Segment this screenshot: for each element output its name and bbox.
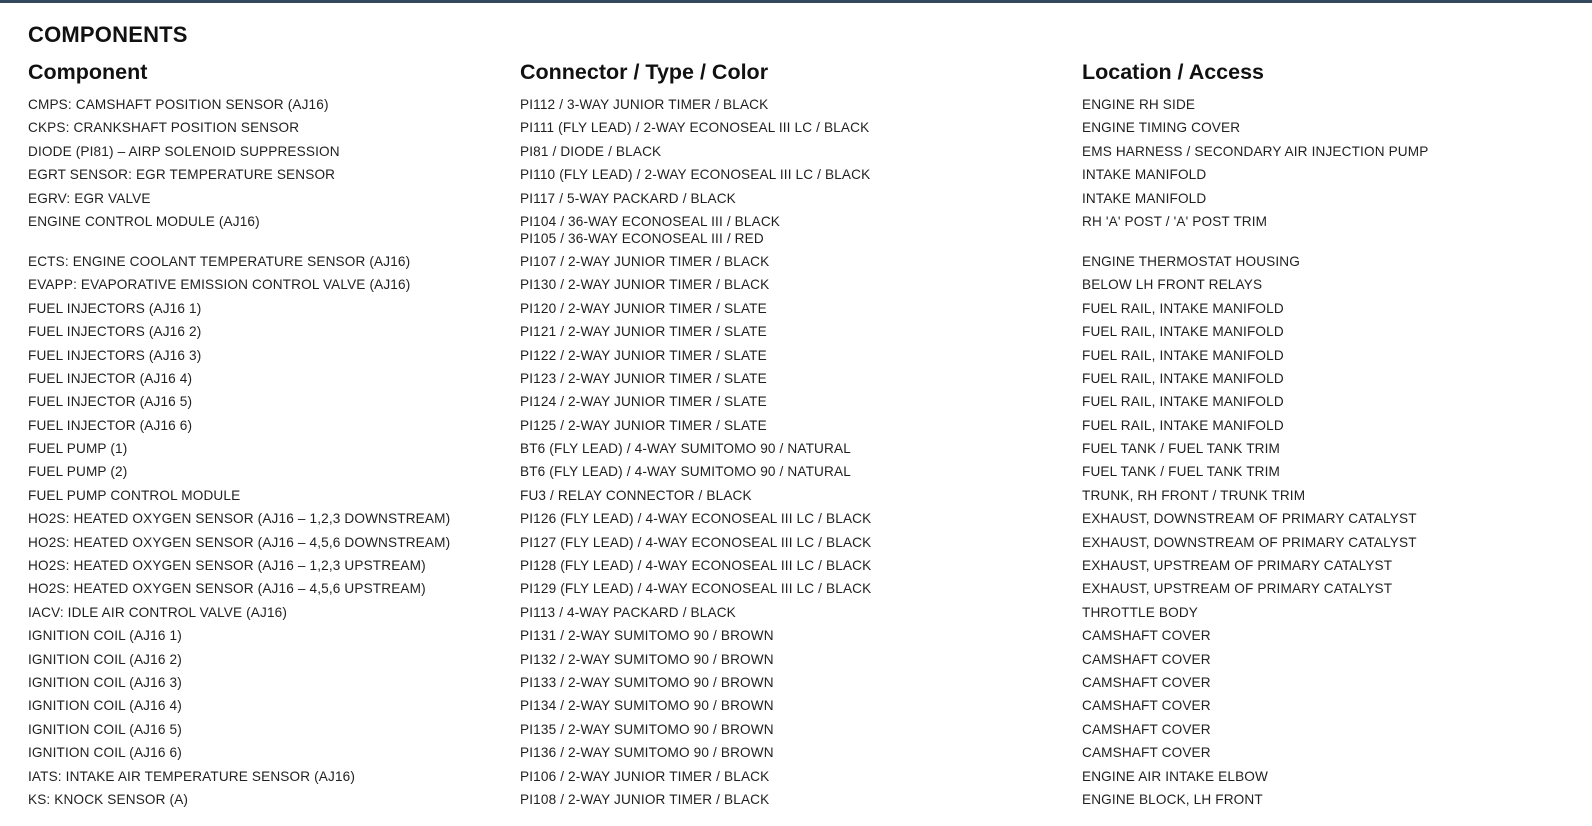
component-cell [28, 93, 508, 116]
connector-cell [520, 390, 1070, 413]
page-title: COMPONENTS [28, 22, 188, 47]
top-border [0, 0, 1592, 3]
connector-cell [520, 187, 1070, 210]
connector-cell [520, 210, 1070, 250]
location-cell-text: EXHAUST, DOWNSTREAM OF PRIMARY CATALYST [1082, 511, 1417, 527]
connector-cell [520, 484, 1070, 507]
connector-cell [520, 694, 1070, 717]
location-cell [1082, 624, 1582, 647]
component-cell [28, 273, 508, 296]
component-cell [28, 250, 508, 273]
component-cell-text: FUEL INJECTOR (AJ16 5) [28, 394, 193, 410]
connector-cell-text: PI108 / 2-WAY JUNIOR TIMER / BLACK [520, 791, 770, 807]
location-cell [1082, 344, 1582, 367]
component-cell [28, 320, 508, 343]
connector-cell [520, 250, 1070, 273]
location-cell [1082, 648, 1582, 671]
component-cell-text: ENGINE CONTROL MODULE (AJ16) [28, 213, 260, 229]
connector-cell [520, 765, 1070, 788]
component-cell [28, 367, 508, 390]
component-cell [28, 390, 508, 413]
connector-cell [520, 140, 1070, 163]
component-cell [28, 210, 508, 250]
location-cell-text: CAMSHAFT COVER [1082, 674, 1211, 690]
component-cell-text: FUEL PUMP (2) [28, 464, 128, 480]
component-cell-text: HO2S: HEATED OXYGEN SENSOR (AJ16 – 1,2,3 DOWNSTREAM) [28, 511, 451, 527]
component-cell [28, 163, 508, 186]
location-cell [1082, 554, 1582, 577]
connector-cell-text: BT6 (FLY LEAD) / 4-WAY SUMITOMO 90 / NATURAL [520, 441, 851, 457]
connector-list [520, 93, 1070, 811]
connector-cell-text: PI134 / 2-WAY SUMITOMO 90 / BROWN [520, 698, 774, 714]
connector-cell [520, 601, 1070, 624]
component-cell-text: IGNITION COIL (AJ16 4) [28, 698, 182, 714]
location-cell [1082, 93, 1582, 116]
connector-cell-text: PI125 / 2-WAY JUNIOR TIMER / SLATE [520, 417, 767, 433]
component-header: Component [28, 60, 148, 84]
location-cell-text: FUEL RAIL, INTAKE MANIFOLD [1082, 347, 1284, 363]
connector-cell-text: PI131 / 2-WAY SUMITOMO 90 / BROWN [520, 628, 774, 644]
connector-cell-text: PI124 / 2-WAY JUNIOR TIMER / SLATE [520, 394, 767, 410]
connector-cell [520, 460, 1070, 483]
location-cell-text: RH 'A' POST / 'A' POST TRIM [1082, 213, 1268, 229]
location-cell [1082, 320, 1582, 343]
connector-cell [520, 554, 1070, 577]
location-cell-text: FUEL TANK / FUEL TANK TRIM [1082, 441, 1281, 457]
component-cell-text: FUEL INJECTOR (AJ16 6) [28, 417, 193, 433]
component-cell-text: FUEL PUMP (1) [28, 441, 128, 457]
location-cell [1082, 210, 1582, 250]
location-cell [1082, 507, 1582, 530]
component-cell [28, 694, 508, 717]
location-cell [1082, 116, 1582, 139]
location-cell [1082, 163, 1582, 186]
location-cell [1082, 250, 1582, 273]
location-cell-text: FUEL RAIL, INTAKE MANIFOLD [1082, 394, 1284, 410]
location-cell-text: EXHAUST, UPSTREAM OF PRIMARY CATALYST [1082, 558, 1393, 574]
location-cell-text: CAMSHAFT COVER [1082, 721, 1211, 737]
location-cell [1082, 601, 1582, 624]
component-cell-text: IGNITION COIL (AJ16 5) [28, 721, 182, 737]
component-cell [28, 437, 508, 460]
location-cell-text: BELOW LH FRONT RELAYS [1082, 277, 1263, 293]
connector-cell-text: PI81 / DIODE / BLACK [520, 143, 662, 159]
connector-cell [520, 320, 1070, 343]
connector-header: Connector / Type / Color [520, 60, 769, 84]
component-cell [28, 624, 508, 647]
connector-cell [520, 297, 1070, 320]
component-cell-text: FUEL INJECTOR (AJ16 4) [28, 370, 193, 386]
location-cell-text: EXHAUST, DOWNSTREAM OF PRIMARY CATALYST [1082, 534, 1417, 550]
component-cell [28, 140, 508, 163]
connector-cell [520, 116, 1070, 139]
location-cell-text: ENGINE TIMING COVER [1082, 120, 1241, 136]
component-cell-text: IATS: INTAKE AIR TEMPERATURE SENSOR (AJ16) [28, 768, 356, 784]
connector-cell-text: PI128 (FLY LEAD) / 4-WAY ECONOSEAL III LC / BLACK [520, 558, 872, 574]
component-cell-text: HO2S: HEATED OXYGEN SENSOR (AJ16 – 4,5,6 DOWNSTREAM) [28, 534, 451, 550]
connector-cell [520, 437, 1070, 460]
connector-cell [520, 624, 1070, 647]
component-cell [28, 648, 508, 671]
connector-cell-text: PI127 (FLY LEAD) / 4-WAY ECONOSEAL III LC / BLACK [520, 534, 872, 550]
component-cell-text: HO2S: HEATED OXYGEN SENSOR (AJ16 – 1,2,3 UPSTREAM) [28, 558, 426, 574]
connector-cell-text: PI133 / 2-WAY SUMITOMO 90 / BROWN [520, 674, 774, 690]
connector-cell [520, 344, 1070, 367]
connector-cell-text: PI132 / 2-WAY SUMITOMO 90 / BROWN [520, 651, 774, 667]
connector-cell [520, 741, 1070, 764]
component-cell-text: FUEL INJECTORS (AJ16 3) [28, 347, 202, 363]
component-cell-text: IGNITION COIL (AJ16 2) [28, 651, 182, 667]
location-cell-text: EMS HARNESS / SECONDARY AIR INJECTION PUMP [1082, 143, 1429, 159]
location-cell-text: CAMSHAFT COVER [1082, 745, 1211, 761]
connector-cell-text: PI130 / 2-WAY JUNIOR TIMER / BLACK [520, 277, 770, 293]
component-cell [28, 344, 508, 367]
component-cell [28, 577, 508, 600]
connector-cell [520, 671, 1070, 694]
location-cell [1082, 140, 1582, 163]
component-cell [28, 507, 508, 530]
component-cell-text: IGNITION COIL (AJ16 1) [28, 628, 182, 644]
connector-cell-text: PI129 (FLY LEAD) / 4-WAY ECONOSEAL III LC / BLACK [520, 581, 872, 597]
location-cell-text: ENGINE BLOCK, LH FRONT [1082, 791, 1263, 807]
location-cell-text: EXHAUST, UPSTREAM OF PRIMARY CATALYST [1082, 581, 1393, 597]
connector-cell-text: PI136 / 2-WAY SUMITOMO 90 / BROWN [520, 745, 774, 761]
component-cell [28, 554, 508, 577]
component-cell [28, 414, 508, 437]
location-cell-text: ENGINE THERMOSTAT HOUSING [1082, 253, 1300, 269]
location-cell [1082, 187, 1582, 210]
connector-cell [520, 531, 1070, 554]
component-cell [28, 531, 508, 554]
component-cell [28, 788, 508, 811]
location-cell-text: CAMSHAFT COVER [1082, 651, 1211, 667]
connector-cell [520, 163, 1070, 186]
connector-cell [520, 93, 1070, 116]
location-cell-text: FUEL RAIL, INTAKE MANIFOLD [1082, 370, 1284, 386]
component-cell-text: IGNITION COIL (AJ16 3) [28, 674, 182, 690]
component-cell-text: FUEL PUMP CONTROL MODULE [28, 487, 241, 503]
component-cell [28, 765, 508, 788]
location-cell [1082, 460, 1582, 483]
connector-cell [520, 788, 1070, 811]
component-cell [28, 601, 508, 624]
location-cell [1082, 718, 1582, 741]
component-cell-text: EVAPP: EVAPORATIVE EMISSION CONTROL VALVE (AJ16) [28, 277, 411, 293]
location-cell [1082, 484, 1582, 507]
component-cell-text: CMPS: CAMSHAFT POSITION SENSOR (AJ16) [28, 97, 329, 112]
connector-cell [520, 577, 1070, 600]
connector-cell [520, 507, 1070, 530]
component-cell-text: CKPS: CRANKSHAFT POSITION SENSOR [28, 120, 300, 136]
location-cell [1082, 694, 1582, 717]
component-cell [28, 187, 508, 210]
location-cell [1082, 741, 1582, 764]
component-cell-text: HO2S: HEATED OXYGEN SENSOR (AJ16 – 4,5,6 UPSTREAM) [28, 581, 426, 597]
connector-cell-text: PI113 / 4-WAY PACKARD / BLACK [520, 604, 736, 620]
connector-cell-text: PI106 / 2-WAY JUNIOR TIMER / BLACK [520, 768, 770, 784]
location-cell [1082, 390, 1582, 413]
component-cell [28, 484, 508, 507]
location-cell-text: THROTTLE BODY [1082, 604, 1198, 620]
component-cell-text: EGRV: EGR VALVE [28, 190, 151, 206]
location-cell-text: CAMSHAFT COVER [1082, 628, 1211, 644]
component-cell-text: DIODE (PI81) – AIRP SOLENOID SUPPRESSION [28, 143, 340, 159]
location-cell [1082, 414, 1582, 437]
connector-cell-text: PI104 / 36-WAY ECONOSEAL III / BLACK [520, 213, 781, 229]
location-header: Location / Access [1082, 60, 1265, 84]
component-cell [28, 671, 508, 694]
location-cell [1082, 297, 1582, 320]
connector-cell-text: FU3 / RELAY CONNECTOR / BLACK [520, 487, 752, 503]
connector-cell-text: PI123 / 2-WAY JUNIOR TIMER / SLATE [520, 370, 767, 386]
connector-cell-text: PI107 / 2-WAY JUNIOR TIMER / BLACK [520, 253, 770, 269]
component-cell [28, 741, 508, 764]
connector-cell-text: PI112 / 3-WAY JUNIOR TIMER / BLACK [520, 97, 769, 112]
component-cell-text: IACV: IDLE AIR CONTROL VALVE (AJ16) [28, 604, 288, 620]
component-cell-text: EGRT SENSOR: EGR TEMPERATURE SENSOR [28, 167, 336, 183]
location-cell [1082, 671, 1582, 694]
component-cell [28, 116, 508, 139]
location-cell [1082, 273, 1582, 296]
component-cell-text: IGNITION COIL (AJ16 6) [28, 745, 182, 761]
connector-cell [520, 273, 1070, 296]
connector-cell-text: PI110 (FLY LEAD) / 2-WAY ECONOSEAL III LC / BLACK [520, 167, 871, 183]
component-cell-text: FUEL INJECTORS (AJ16 2) [28, 324, 202, 340]
location-cell-text: INTAKE MANIFOLD [1082, 167, 1207, 183]
component-cell [28, 718, 508, 741]
connector-column [520, 56, 1070, 811]
connector-cell-text: PI122 / 2-WAY JUNIOR TIMER / SLATE [520, 347, 767, 363]
connector-cell-second-line: PI105 / 36-WAY ECONOSEAL III / RED [520, 230, 764, 246]
location-cell-text: ENGINE RH SIDE [1082, 97, 1196, 112]
location-cell [1082, 765, 1582, 788]
connector-cell [520, 648, 1070, 671]
connector-cell [520, 718, 1070, 741]
component-cell-text: ECTS: ENGINE COOLANT TEMPERATURE SENSOR (AJ16) [28, 253, 411, 269]
component-column [28, 56, 508, 811]
component-cell [28, 297, 508, 320]
connector-cell-text: PI121 / 2-WAY JUNIOR TIMER / SLATE [520, 324, 767, 340]
location-cell-text: CAMSHAFT COVER [1082, 698, 1211, 714]
location-cell-text: FUEL RAIL, INTAKE MANIFOLD [1082, 417, 1284, 433]
location-cell [1082, 367, 1582, 390]
connector-cell-text: PI111 (FLY LEAD) / 2-WAY ECONOSEAL III LC / BLACK [520, 120, 870, 136]
location-cell-text: TRUNK, RH FRONT / TRUNK TRIM [1082, 487, 1306, 503]
connector-cell [520, 367, 1070, 390]
location-list [1082, 93, 1582, 811]
location-cell-text: FUEL RAIL, INTAKE MANIFOLD [1082, 324, 1284, 340]
connector-cell-text: PI135 / 2-WAY SUMITOMO 90 / BROWN [520, 721, 774, 737]
connector-cell [520, 414, 1070, 437]
location-cell [1082, 531, 1582, 554]
location-cell [1082, 577, 1582, 600]
connector-cell-text: PI120 / 2-WAY JUNIOR TIMER / SLATE [520, 300, 767, 316]
connector-cell-text: PI126 (FLY LEAD) / 4-WAY ECONOSEAL III LC / BLACK [520, 511, 872, 527]
location-cell [1082, 788, 1582, 811]
component-cell-text: FUEL INJECTORS (AJ16 1) [28, 300, 202, 316]
location-cell-text: FUEL RAIL, INTAKE MANIFOLD [1082, 300, 1284, 316]
location-cell-text: ENGINE AIR INTAKE ELBOW [1082, 768, 1268, 784]
component-list [28, 93, 508, 811]
location-cell-text: INTAKE MANIFOLD [1082, 190, 1207, 206]
location-cell-text: FUEL TANK / FUEL TANK TRIM [1082, 464, 1281, 480]
component-cell [28, 460, 508, 483]
component-cell-text: KS: KNOCK SENSOR (A) [28, 791, 189, 807]
location-column [1082, 56, 1582, 811]
location-cell [1082, 437, 1582, 460]
connector-cell-text: PI117 / 5-WAY PACKARD / BLACK [520, 190, 736, 206]
connector-cell-text: BT6 (FLY LEAD) / 4-WAY SUMITOMO 90 / NATURAL [520, 464, 851, 480]
